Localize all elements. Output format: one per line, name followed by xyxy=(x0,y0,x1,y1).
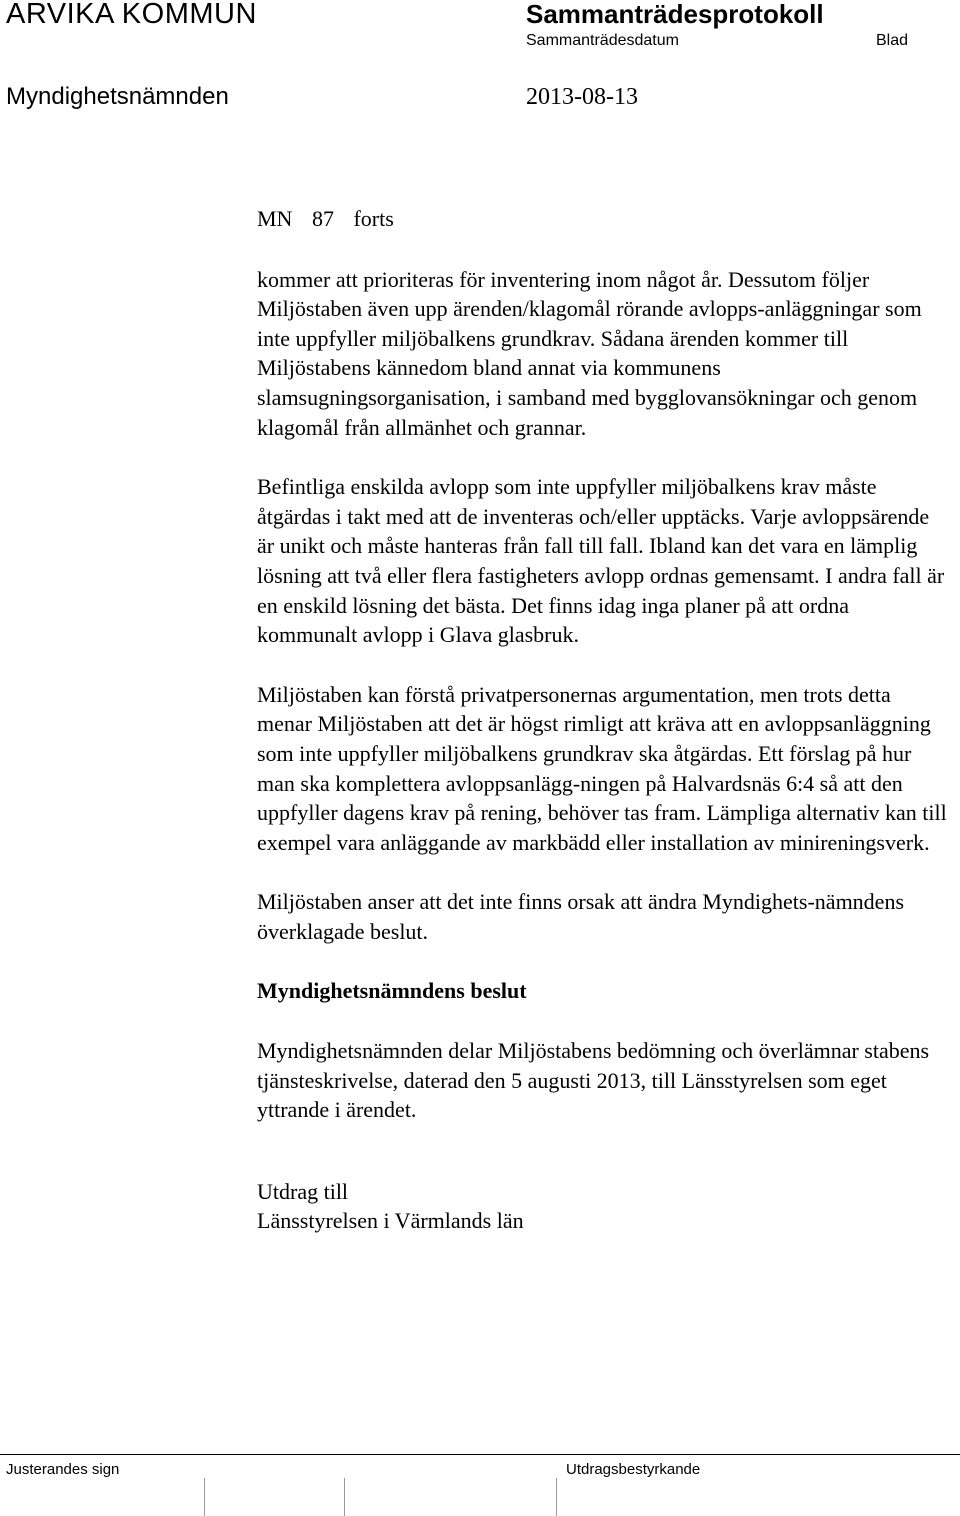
paragraph-2: Befintliga enskilda avlopp som inte uppfyller miljöbalkens krav måste åtgärdas i takt med att de inventeras och/eller upptäcks. Varje avloppsärende är unikt och måste hanteras från fall till fall. Ibland kan det vara en lämplig lösning att två eller flera fastigheters avlopp ordnas gemensamt. I andra fall är en enskild lösning det bästa. Det finns idag inga planer på att ordna kommunalt avlopp i Glava glasbruk. xyxy=(257,474,945,648)
committee-name: Myndighetsnämnden xyxy=(6,83,229,110)
section-prefix: MN xyxy=(257,206,293,231)
extract-label: Utdrag till xyxy=(257,1178,349,1204)
document-title: Sammanträdesprotokoll xyxy=(526,0,824,29)
decision-heading: Myndighetsnämndens beslut xyxy=(257,978,527,1004)
document-body xyxy=(257,204,947,1236)
paragraph-1: kommer att prioriteras för inventering inom något år. Dessutom följer Miljöstaben även upp ärenden/klagomål rörande avlopps-anläggningar som inte uppfyller miljöbalkens grundkrav. Sådana ärenden kommer till Miljöstabens kännedom bland annat via kommunens slamsugningsorganisation, i samband med bygglovansökningar och genom klagomål från allmänhet och grannar. xyxy=(257,266,922,440)
sheet-label: Blad xyxy=(876,32,909,49)
organization-name: ARVIKA KOMMUN xyxy=(6,0,257,30)
meeting-date: 2013-08-13 xyxy=(526,84,638,110)
paragraph-3: Miljöstaben kan förstå privatpersonernas argumentation, men trots detta menar Miljöstaben att det är högst rimligt att kräva att en avloppsanläggning som inte uppfyller miljöbalkens grundkrav ska åtgärdas. Ett förslag på hur man ska komplettera avloppsanlägg-ningen på Halvardsnäs 6:4 så att den uppfyller dagens krav på rening, behöver tas fram. Lämpliga alternativ kan till exempel vara anläggande av markbädd eller installation av minireningsverk. xyxy=(257,681,947,855)
extract-recipient: Länsstyrelsen i Värmlands län xyxy=(257,1208,524,1234)
certification-box-divider xyxy=(556,1478,557,1516)
decision-text: Myndighetsnämnden delar Miljöstabens bedömning och överlämnar stabens tjänsteskrivelse, daterad den 5 augusti 2013, till Länsstyrelsen som eget yttrande i ärendet. xyxy=(257,1038,930,1123)
certification-label: Utdragsbestyrkande xyxy=(566,1461,701,1478)
section-number: 87 xyxy=(311,206,334,231)
extract-block xyxy=(257,1177,947,1236)
meeting-date-label: Sammanträdesdatum xyxy=(526,32,679,49)
section-suffix: forts xyxy=(353,206,394,231)
signature-box-divider xyxy=(204,1478,205,1516)
signature-box-divider xyxy=(344,1478,345,1516)
section-reference xyxy=(257,204,947,234)
signature-label: Justerandes sign xyxy=(6,1461,120,1478)
footer-divider xyxy=(0,1454,960,1455)
paragraph-4: Miljöstaben anser att det inte finns orsak att ändra Myndighets-nämndens överklagade beslut. xyxy=(257,889,905,944)
